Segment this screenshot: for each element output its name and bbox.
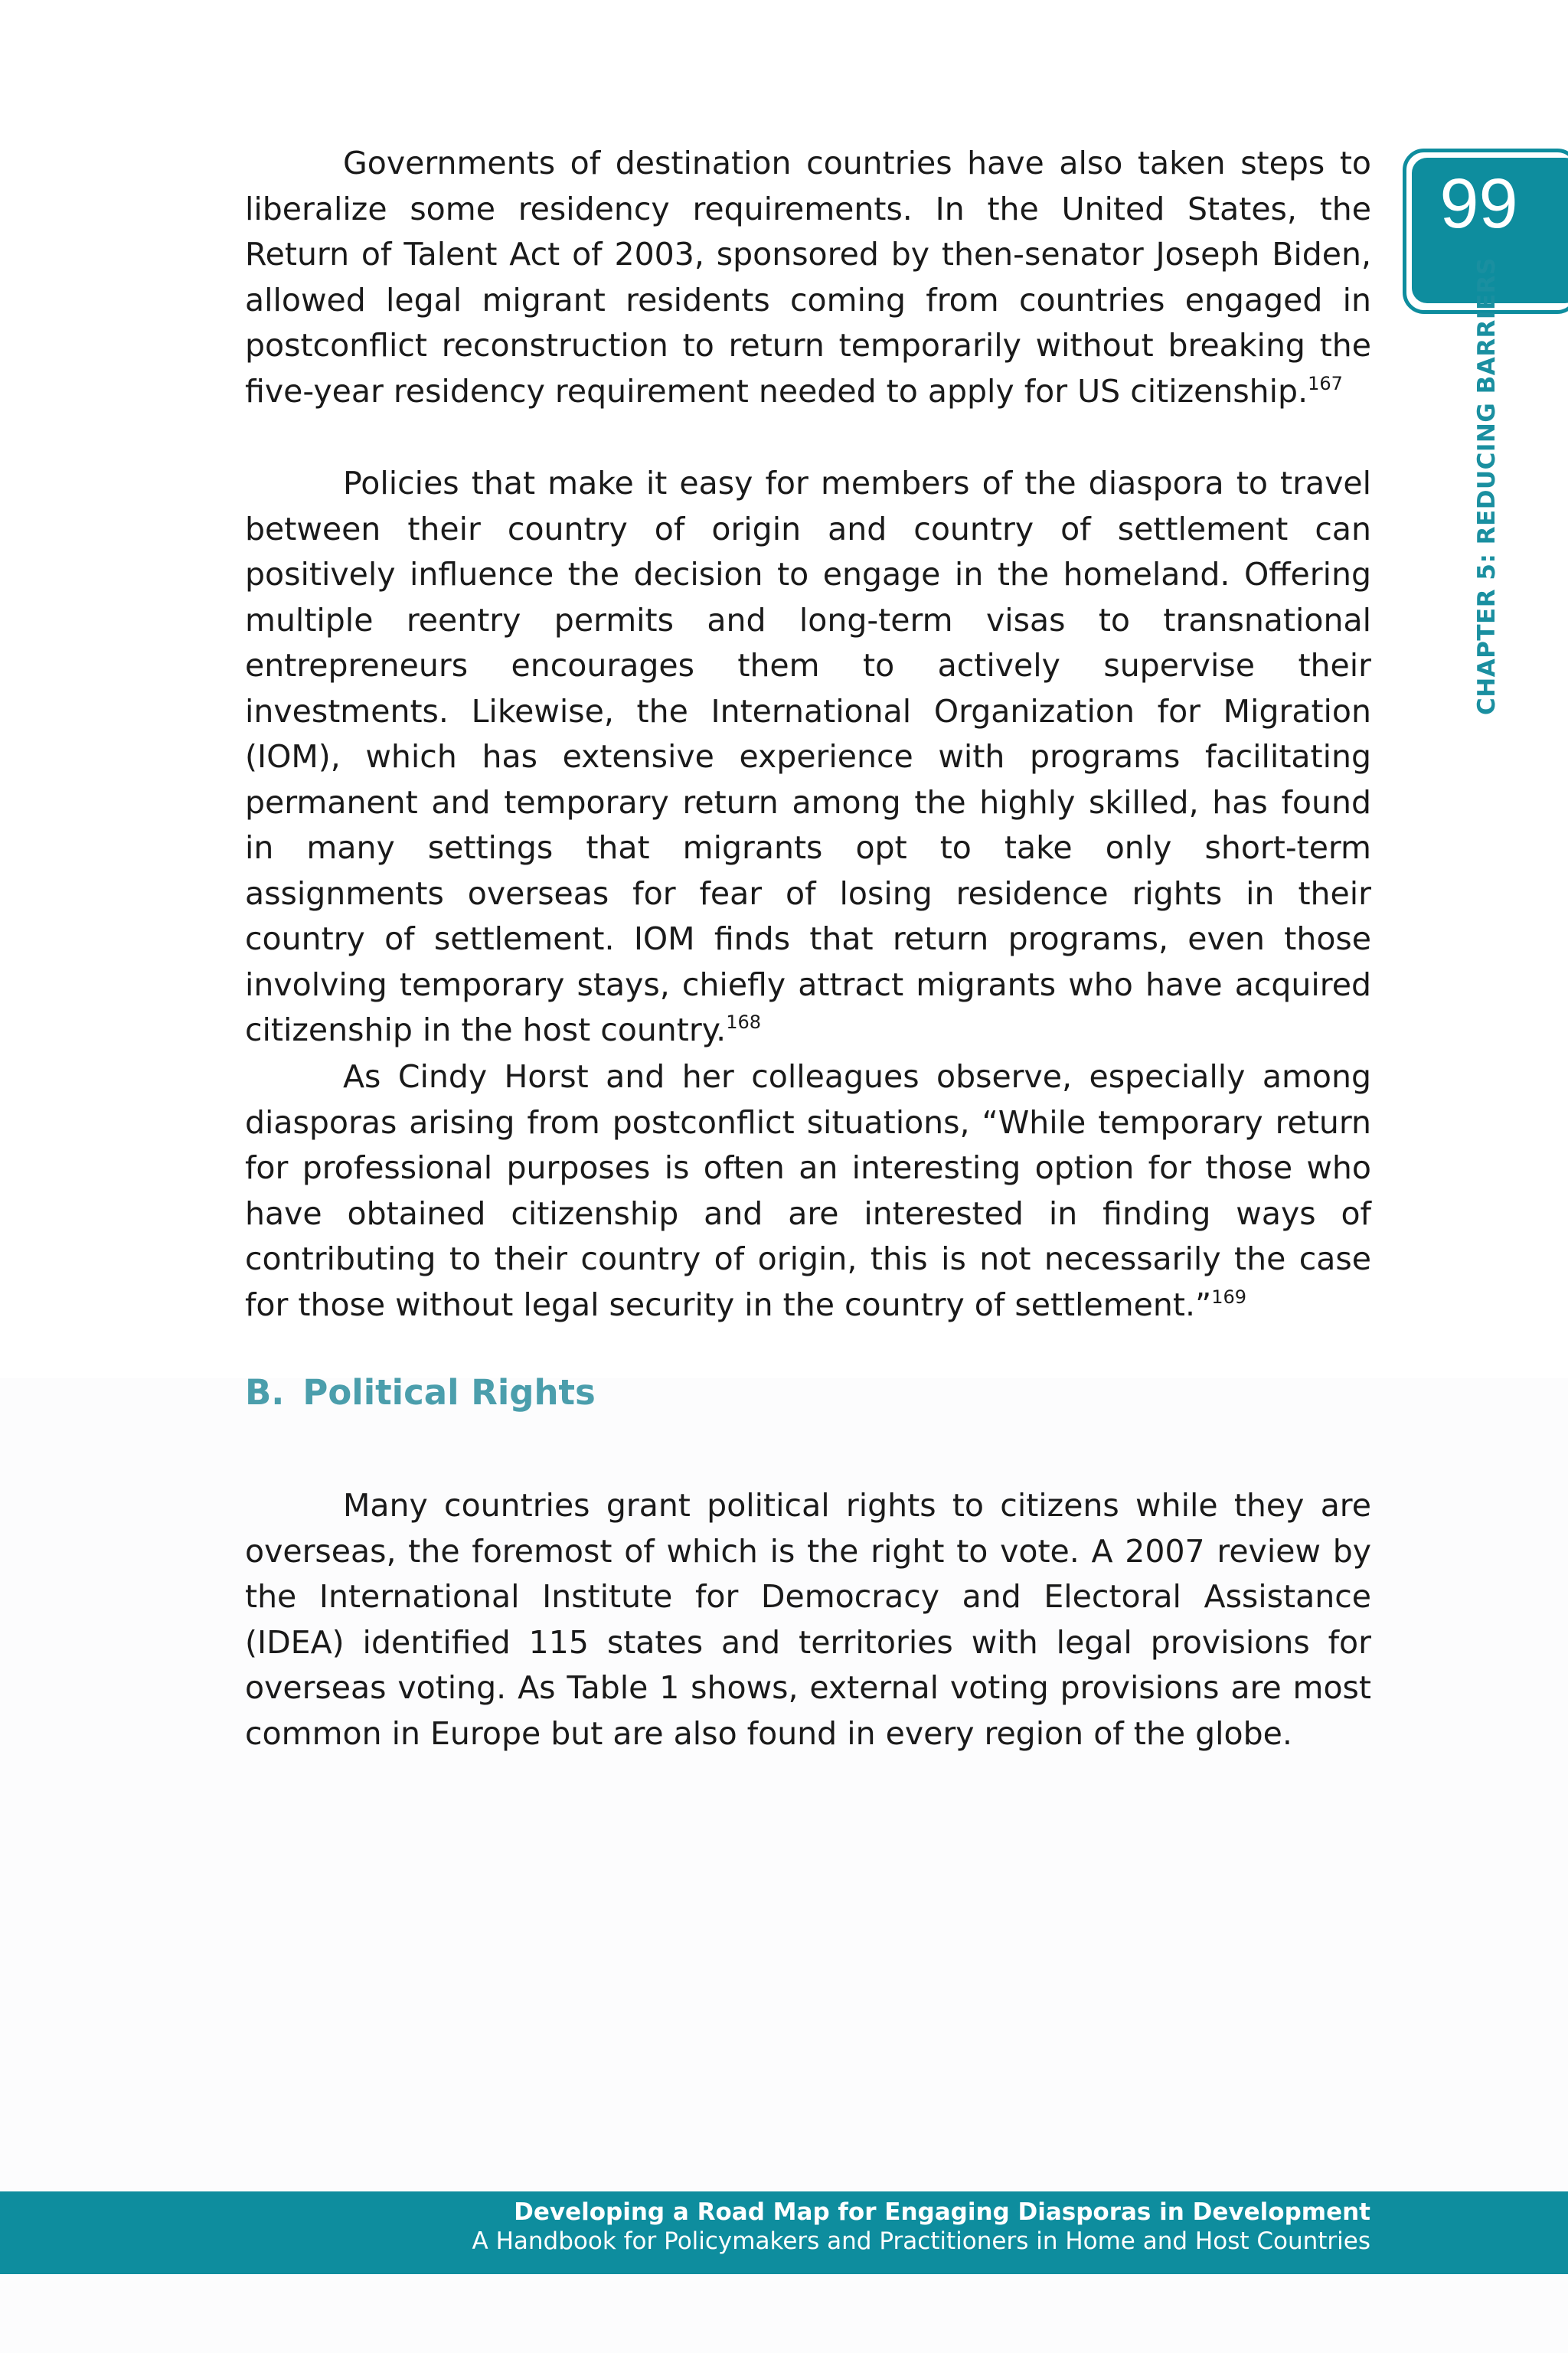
footnote-ref[interactable]: 168: [726, 1011, 761, 1033]
paragraph-text: Policies that make it easy for members of the diaspora to travel between their country of origin and country of settlement can positively influence the decision to engage in the homeland. Offering multiple reentry permits and long-term visas to transnational entrepreneurs encourages them to actively supervise their investments. Likewise, the International Organization for Migration (IOM), which has extensive experience with programs facilitating permanent and temporary return among the highly skilled, has found in many settings that migrants opt to take only short-term assignments overseas for fear of losing residence rights in their country of settlement. IOM finds that return programs, even those involving temporary stays, chiefly attract migrants who have acquired citizenship in the host country.: [245, 465, 1371, 1048]
body-paragraph-1: [245, 141, 1371, 414]
chapter-label: CHAPTER 5: REDUCING BARRIERS: [1473, 257, 1501, 715]
footnote-ref[interactable]: 169: [1211, 1286, 1247, 1308]
section-heading: [245, 1372, 596, 1413]
body-paragraph-3: [245, 1054, 1371, 1328]
paragraph-text: Governments of destination countries have also taken steps to liberalize some residency requirements. In the United States, the Return of Talent Act of 2003, sponsored by then-senator Joseph Biden, allowed legal migrant residents coming from countries engaged in postconflict reconstruction to return temporarily without breaking the five-year residency requirement needed to apply for US citizenship.: [245, 145, 1371, 410]
footer-title: Developing a Road Map for Engaging Diasporas in Development: [514, 2198, 1370, 2226]
footer-subtitle: A Handbook for Policymakers and Practitioners in Home and Host Countries: [472, 2227, 1370, 2255]
section-letter: B.: [245, 1372, 285, 1413]
footnote-ref[interactable]: 167: [1308, 372, 1343, 394]
body-paragraph-2: [245, 461, 1371, 1054]
paragraph-text: As Cindy Horst and her colleagues observe, especially among diasporas arising from postconflict situations, “While temporary return for professional purposes is often an interesting option for those who have obtained citizenship and are interested in finding ways of contributing to their country of origin, this is not necessarily the case for those without legal security in the country of settlement.”: [245, 1058, 1371, 1323]
section-paragraph: [245, 1483, 1371, 1757]
paragraph-text: Many countries grant political rights to citizens while they are overseas, the foremost of which is the right to vote. A 2007 review by the International Institute for Democracy and Electoral Assistance (IDEA) identified 115 states and territories with legal provisions for overseas voting. As Table 1 shows, external voting provisions are most common in Europe but are also found in every region of the globe.: [245, 1487, 1371, 1752]
page-number: 99: [1439, 165, 1518, 243]
section-title: Political Rights: [302, 1372, 596, 1413]
